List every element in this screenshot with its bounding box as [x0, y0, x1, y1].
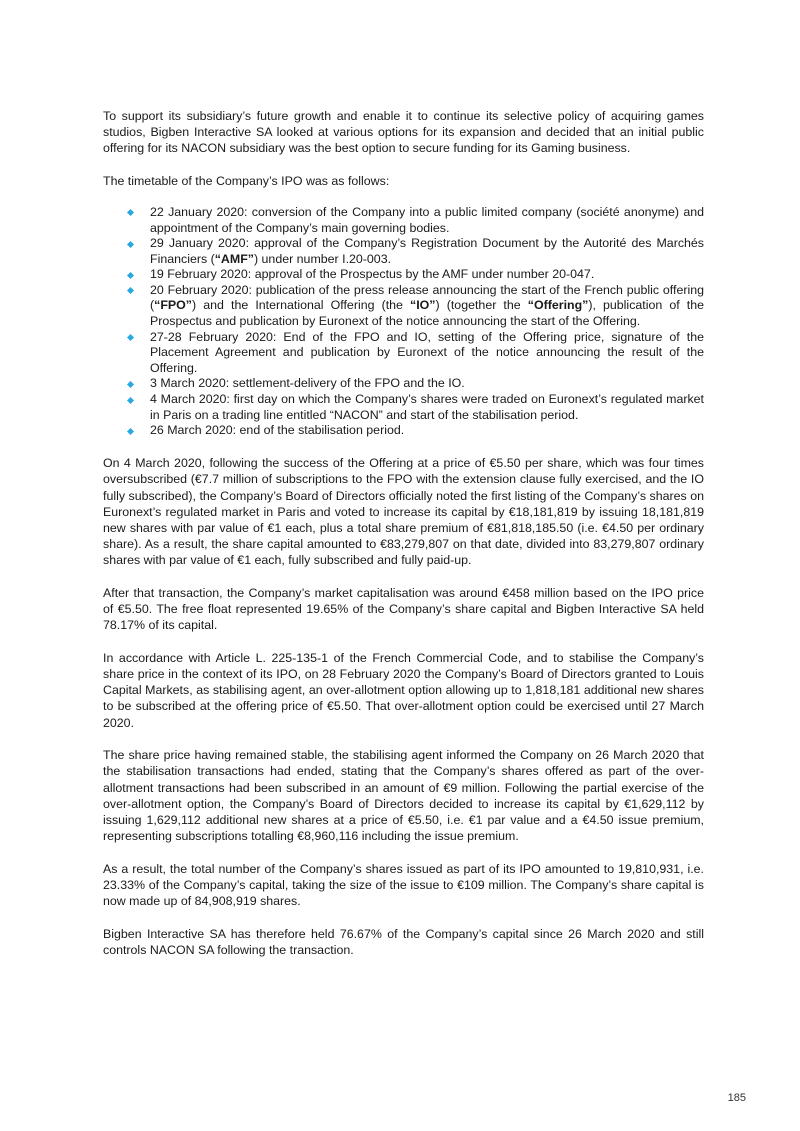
- document-body: [103, 108, 704, 974]
- page-number: 185: [727, 1092, 746, 1104]
- timeline-item: 27-28 February 2020: End of the FPO and IO, setting of the Offering price, signature of the Placement Agreement and publication by Euronext of the notice announcing the result of the Offering.: [150, 329, 704, 375]
- timeline-item: 26 March 2020: end of the stabilisation period.: [150, 423, 704, 439]
- offering-result-paragraph: On 4 March 2020, following the success of the Offering at a price of €5.50 per share, which was four times oversubscribed (€7.7 million of subscriptions to the FPO with the extension clause fully exercised, and the IO fully subscribed), the Company’s Board of Directors officially noted the first listing of the Company’s shares on Euronext’s regulated market in Paris and voted to increase its capital by €18,181,819 by issuing 18,181,819 new shares with par value of €1 each, plus a total share premium of €81,818,185.50 (i.e. €4.50 per ordinary share). As a result, the share capital amounted to €83,279,807 on that date, divided into 83,279,807 ordinary shares with par value of €1 each, fully subscribed and fully paid-up.: [103, 456, 704, 568]
- ipo-timetable-list: [103, 205, 704, 439]
- timeline-item: 19 February 2020: approval of the Prospectus by the AMF under number 20-047.: [150, 267, 704, 283]
- timetable-intro: The timetable of the Company’s IPO was as follows:: [103, 174, 390, 189]
- intro-paragraph: To support its subsidiary’s future growth and enable it to continue its selective policy of acquiring games studios, Bigben Interactive SA looked at various options for its expansion and decided that an initial public offering for its NACON subsidiary was the best option to secure funding for its Gaming business.: [103, 109, 704, 156]
- market-cap-paragraph: After that transaction, the Company’s market capitalisation was around €458 million based on the IPO price of €5.50. The free float represented 19.65% of the Company’s share capital and Bigben Interactive SA held 78.17% of its capital.: [103, 585, 704, 633]
- total-shares-paragraph: As a result, the total number of the Company’s shares issued as part of its IPO amounted to 19,810,931, i.e. 23.33% of the Company’s capital, taking the size of the issue to €109 million. The Company’s share capital is now made up of 84,908,919 shares.: [103, 861, 704, 909]
- timeline-item: 3 March 2020: settlement-delivery of the FPO and the IO.: [150, 376, 704, 392]
- stabilisation-paragraph: The share price having remained stable, the stabilising agent informed the Company on 26 March 2020 that the stabilisation transactions had ended, stating that the Company’s shares offered as part of the over-allotment transactions had been subscribed in an amount of €9 million. Following the partial exercise of the over-allotment option, the Company’s Board of Directors decided to increase its capital by €1,629,112 by issuing 1,629,112 additional new shares at a price of €5.50, i.e. €1 par value and a €4.50 issue premium, representing subscriptions totalling €8,960,116 including the issue premium.: [103, 748, 704, 844]
- timeline-item: 20 February 2020: publication of the press release announcing the start of the French public offering (“FPO”) and the International Offering (the “IO”) (together the “Offering”), publication of the Prospectus and publication by Euronext of the notice announcing the start of the Offering.: [150, 282, 705, 329]
- timeline-item: 22 January 2020: conversion of the Company into a public limited company (société anonyme) and appointment of the Company’s main governing bodies.: [150, 204, 704, 235]
- timeline-item: 29 January 2020: approval of the Company’s Registration Document by the Autorité des Marchés Financiers (“AMF”) under number I.20-003.: [150, 236, 704, 266]
- bigben-holding-paragraph: Bigben Interactive SA has therefore held 76.67% of the Company’s capital since 26 March 2020 and still controls NACON SA following the transaction.: [103, 926, 704, 957]
- timeline-item: 4 March 2020: first day on which the Company’s shares were traded on Euronext’s regulated market in Paris on a trading line entitled “NACON” and start of the stabilisation period.: [150, 392, 704, 422]
- overallotment-paragraph: In accordance with Article L. 225-135-1 of the French Commercial Code, and to stabilise the Company’s share price in the context of its IPO, on 28 February 2020 the Company’s Board of Directors granted to Louis Capital Markets, as stabilising agent, an over-allotment option allowing up to 1,818,181 additional new shares to be subscribed at the offering price of €5.50. That over-allotment option could be exercised until 27 March 2020.: [103, 650, 704, 730]
